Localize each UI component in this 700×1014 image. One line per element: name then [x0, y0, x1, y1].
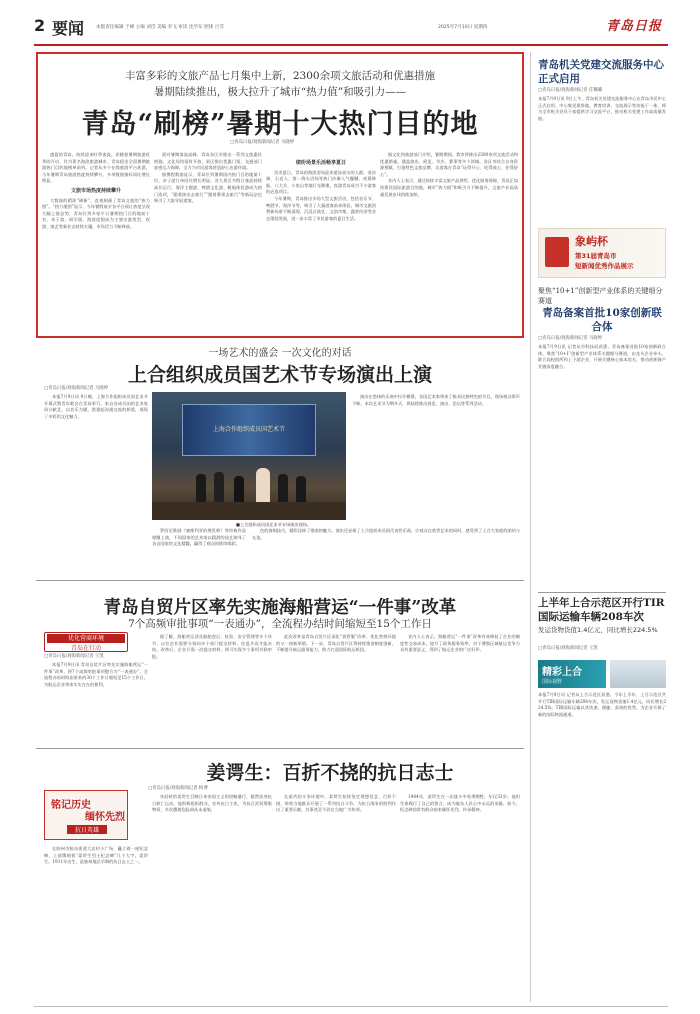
ftz-headline: 青岛自贸片区率先实施海船营运“一件事”改革 — [103, 598, 457, 618]
art-photo — [152, 392, 346, 520]
memorial-headline: 姜谔生：百折不挠的抗日志士 — [206, 762, 454, 784]
promo-title: 精彩上合 — [542, 667, 582, 678]
ftz-column-2: 据了解，海船营运涉及船舶登记、检验、安全管理等多个环节，以往企业需要分别向多个部门提交材料，往返多次才能办结。改革后，企业只需一次提交材料，即可实现多个事项并联审批。 — [152, 634, 272, 659]
sidebar-kicker-2: 聚焦“10+1”创新型产业体系的关键细分赛道 — [538, 287, 663, 305]
art-column-4: 色的演唱技巧，精彩诠释了歌曲的魅力。演出还安排了上合组织成员国代表性乐曲，让观众在欣赏艺术的同时，感受到了上合大家庭的团结与友谊。 — [252, 528, 520, 540]
section-name: 要闻 — [52, 19, 85, 38]
masthead-rule — [34, 44, 668, 46]
sidebar-ad — [538, 228, 666, 278]
memorial-badge-title-2: 缅怀先烈 — [85, 812, 125, 823]
sidebar-subhead-3: 发运货物货值1.4亿元，同比增长224.5% — [538, 626, 658, 634]
ftz-badge-title: 优化营商环境 — [47, 634, 125, 643]
newspaper-logo: 青岛日报 — [606, 19, 663, 34]
divider-art-ftz — [36, 580, 524, 581]
ad-line-1: 第31届青岛市 — [575, 252, 617, 260]
sidebar-text-3: 本报7月9日讯 记者从上合示范区获悉，今年上半年，上合示范区共开行TIR国际运输车辆208车次，发运货物货值1.4亿元，同比增长224.5%。TIR国际运输以其快速、便捷、高效的优势，为企业开辟了新的国际物流通道。 — [538, 692, 666, 717]
memorial-column-3: 在艰苦的斗争环境中，姜谔生始终坚定理想信念，百折不挠，带领当地群众开展了一系列抗日斗争，为抗日战争的胜利作出了重要贡献，其事迹至今仍在当地广为传颂。 — [276, 794, 396, 813]
art-headline: 上合组织成员国艺术节专场演出上演 — [127, 364, 432, 386]
lead-subhead-1: 文旅市场热度持续攀升 — [70, 187, 121, 194]
promo-sub: 国际视野 — [542, 679, 563, 685]
ad-brand: 象屿杯 — [575, 235, 608, 248]
lead-kicker-2: 暑期陆续推出，极大拉升了城市“热力值”和吸引力—— — [153, 86, 407, 98]
photo-screen-title: 上海合作组织成员国艺术节 — [212, 426, 285, 433]
divider-ftz-memorial — [36, 748, 524, 749]
memorial-column-2: 年轻时的姜谔生目睹日本帝国主义的侵略暴行，毅然投身抗日救亡运动。他积极组织群众，宣传抗日主张，为抗日武装筹集物资，多次遭遇危险却从未退缩。 — [152, 794, 272, 813]
lead-column-2: 面对暑期客流高峰，青岛各区市推出一系列文旅惠民措施，文化场馆延时开放，景区推出优惠门票，交通部门加密运力保障，全力为市民游客营造舒心出游环境。 据携程数据显示，青岛位列暑期国内热门目的地第十位，亲子游订单同比增长明显。各大景区节假日客流持续高位运行，海洋主题游、啤酒文化游、帆船体验游成为热门选项，“跟着演出去旅行”“跟着赛事去旅行”等新玩法也吸引了大批年轻游客。 — [154, 152, 262, 204]
art-column-3: 罗西尼歌剧《塞维利亚的理发师》等经典作品相继上演，不同国家的艺术家以精湛的技艺演绎了各自国家的文化精髓，赢得了观众的阵阵喝彩。 — [152, 528, 246, 547]
ftz-column-4: 业内人士表示，海船营运“一件事”改革有效降低了企业的制度性交易成本，提升了政务服务效率，对于增强区域航运竞争力具有重要意义，得到了航运企业的广泛好评。 — [400, 634, 520, 653]
issue-date: 2025年7月10日 星期四 — [438, 25, 488, 30]
lead-subhead-2: 缤纷场景乐活畅享夏日 — [295, 160, 346, 166]
footer-rule — [34, 1006, 668, 1007]
sidebar-headline-1: 青岛机关党建交流服务中心正式启用 — [538, 59, 664, 85]
ftz-badge-sub: 青岛在行动 — [70, 645, 101, 652]
lead-column-4: 据文化和旅游部门介绍，暑期期间，我市将推出2300余项文旅活动和优惠措施，涵盖演出、展览、节庆、赛事等多个领域。各区市结合自身资源禀赋，打造特色文旅品牌，让游客在青岛“玩得开心、吃得放心、住得舒心”。 业内人士表示，通过持续丰富文旅产品供给，优化服务保障，青岛正加快建设国际旅游目的地，城市“热力值”和吸引力不断提升，文旅产业高质量发展步伐持续加快。 — [380, 152, 518, 197]
sidebar-byline-3: □青岛日报/观海新闻记者 王凯 — [538, 646, 598, 651]
memorial-byline: □青岛日报/观海新闻记者 杨博 — [148, 786, 208, 791]
art-column-2: 演出在悠扬的乐曲中拉开帷幕，各国艺术家带来了极具民族特色的节目，现场观众掌声不断。本次艺术节为期多天，将陆续推出展览、演出、论坛等系列活动。 — [352, 394, 520, 406]
memorial-column-4: 1944年，姜谔生在一次战斗中英勇牺牲，年仅33岁。他用生命践行了自己的誓言，成为胶东人民心中永远的英雄。如今，纪念碑前常有群众前来缅怀先烈、传承精神。 — [400, 794, 520, 813]
sidebar-text-2: 本报7月9日讯 记者从市科技局获悉，青岛备案首批10家创新联合体，聚焦“10+1”创新型产业体系关键细分赛道，由龙头企业牵头，联合高校院所和上下游企业，开展关键核心技术攻关，推动创新链产业链深度融合。 — [538, 344, 666, 369]
performers — [192, 466, 312, 502]
sidebar-headline-3: 上半年上合示范区开行TIR国际运输车辆208车次 — [538, 597, 665, 623]
ftz-column-3: 此次改革是青岛自贸片区深化“放管服”改革、优化营商环境的又一创新举措。下一步，青岛自贸片区将持续推进制度创新，不断提升航运服务能力，助力打造国际航运枢纽。 — [276, 634, 396, 653]
editor-line: 本版责任编辑 于峰 主编 刘岱 美编 李飞 审读 沈学东 照排 吕雪 — [96, 25, 224, 30]
masthead — [34, 14, 668, 42]
sidebar-promo — [538, 660, 606, 688]
sidebar-byline-2: □青岛日报/观海新闻记者 马晓婷 — [538, 336, 603, 341]
sidebar-byline-1: □青岛日报/观海新闻记者 任璐璐 — [538, 88, 603, 93]
art-byline: □青岛日报/观海新闻记者 马晓婷 — [44, 386, 109, 391]
ftz-badge — [44, 632, 128, 652]
memorial-column-1: 在胶州市胶东街道大店村小广场，矗立着一座纪念碑，上面镌刻着“姜谔生烈士纪念碑”几个大字。姜谔生，1911年出生，是胶州地区早期的抗日志士之一。 — [44, 846, 148, 865]
sidebar-rule — [538, 592, 666, 593]
lead-column-1: 盛夏的青岛，持续迎来旺季客流。伴随着暑期旅游旺季的开启，作为著名海滨旅游城市，青岛稳坐全国暑期旅游热门目的地榜单前列。记者从多个在线旅游平台获悉，今年暑期青岛旅游热度持续攀升，多项数据指标同比增长明显。 文旅市场热度持续攀升 大数据的精准“刷新”，直观刻画了青岛文旅的“热力图”。“热力地图”显示，今年暑假前夕各平台预订热度呈现大幅上涨态势，青岛位列多家平台暑期热门目的地前十名，亲子游、研学游、海滨度假成为主要出游类型，夜游、演艺等新业态持续火爆，市场活力不断释放。 — [42, 152, 150, 229]
memorial-badge-title-1: 铭记历史 — [51, 800, 91, 811]
memorial-column-badge — [44, 790, 128, 840]
ad-line-2: 短新闻优秀作品展示 — [575, 262, 634, 270]
stage-floor — [152, 502, 346, 520]
ftz-column-1: 本报7月9日讯 青岛自贸片区率先实施海船营运“一件事”改革，将7个高频审批事项整合为“一表通办”，全流程办结时间由原来的30个工作日缩短至15个工作日，为航运企业带来实实在在的便利。 — [44, 662, 148, 687]
art-kicker: 一场艺术的盛会 一次文化的对话 — [208, 348, 352, 359]
lead-column-3: 缤纷场景乐活畅享夏日 炎炎夏日，青岛的海滨浴场迎来游泳戏水的人群，金沙滩、石老人、第一海水浴场等热门沙滩人气爆棚。夜幕降临，八大关、小鱼山等地灯光璀璨，夜游青岛成为不少游客的必选项目。 今年暑期，青岛推出多场大型文旅活动，包括音乐节、啤酒节、海洋节等，吸引了大量游客前来体验。城市文旅消费新场景不断涌现，沉浸式演艺、文创市集、露营经济等业态蓬勃发展，进一步丰富了市民游客的夏日生活。 — [266, 160, 376, 221]
ftz-subhead: 7个高频审批事项“一表通办”，全流程办结时间缩短至15个工作日 — [128, 618, 432, 630]
lead-byline: □青岛日报/观海新闻记者 马晓婷 — [230, 140, 295, 145]
lead-headline: 青岛“刷榜”暑期十大热门目的地 — [81, 109, 479, 140]
sidebar-text-1: 本报7月9日讯 9日上午，青岛机关党建交流服务中心在青岛市民中心正式启用。中心集党建阵地、教育培训、交流展示等功能于一体，将为全市机关党员干部提供学习交流平台，推动机关党建工作高质量发展。 — [538, 96, 666, 121]
ftz-byline: □青岛日报/观海新闻记者 王凯 — [44, 654, 104, 659]
art-photo-caption: ■上合组织成员国艺术节专场演出现场。 — [236, 522, 312, 527]
sidebar-headline-2: 青岛备案首批10家创新联合体 — [542, 307, 662, 333]
page-number: 2 — [34, 16, 46, 35]
ad-emblem — [545, 237, 569, 267]
sidebar-divider — [530, 52, 531, 1002]
art-column-1: 本报7月9日讯 9日晚，上海合作组织成员国艺术节开幕式暨青年歌会在青岛举行。来自各成员国的艺术家同台献艺，以音乐为媒，搭建起沟通交流的桥梁，展现了多彩的文化魅力。 — [44, 394, 148, 419]
memorial-badge-sub: 抗日英雄 — [67, 825, 107, 834]
lead-kicker-1: 丰富多彩的文旅产品七月集中上新，2300余项文旅活动和优惠措施 — [124, 70, 436, 82]
sidebar-photo-block — [610, 660, 666, 688]
